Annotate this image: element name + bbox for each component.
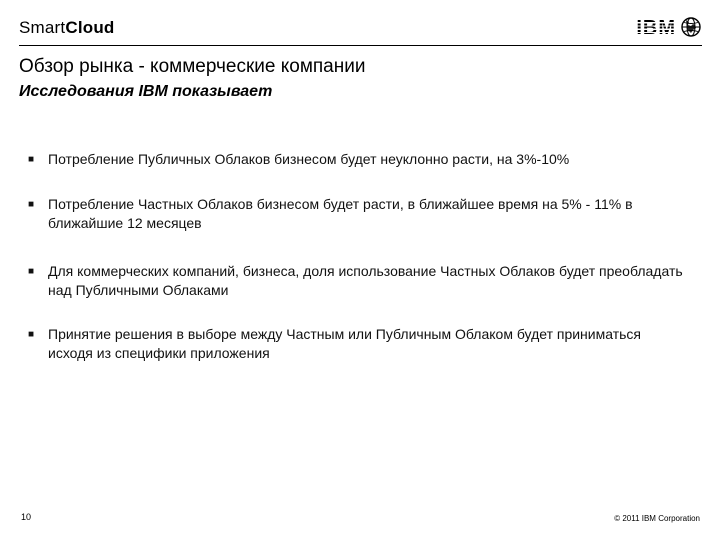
bullet-text: Для коммерческих компаний, бизнеса, доля использование Частных Облаков будет преобладать над Публичными Облаками: [48, 263, 683, 298]
page-number: 10: [21, 512, 32, 522]
bullet-item: [28, 150, 688, 169]
bullet-square-icon: ■: [28, 154, 35, 165]
bullet-item: [28, 262, 688, 300]
bullet-item: [28, 325, 688, 363]
bullet-square-icon: ■: [28, 199, 35, 210]
brand-cloud: Cloud: [65, 18, 115, 37]
slide-title: Обзор рынка - коммерческие компании: [19, 56, 366, 77]
bullet-square-icon: ■: [28, 329, 35, 340]
slide-subtitle: Исследования IBM показывает: [19, 83, 273, 100]
bullet-text: Принятие решения в выборе между Частным или Публичным Облаком будет приниматься исходя из специфики приложения: [48, 326, 641, 361]
smartcloud-brand: [19, 18, 115, 38]
bullet-text: Потребление Публичных Облаков бизнесом будет неуклонно расти, на 3%-10%: [48, 151, 570, 167]
ibm-logo: [636, 16, 702, 38]
bullet-item: [28, 195, 688, 233]
globe-icon: [680, 16, 702, 38]
copyright-notice: © 2011 IBM Corporation: [614, 514, 700, 523]
bullet-text: Потребление Частных Облаков бизнесом будет расти, в ближайшее время на 5% - 11% в ближайшие 12 месяцев: [48, 196, 633, 231]
header-divider: [19, 45, 702, 46]
brand-smart: Smart: [19, 18, 66, 37]
ibm-logo-text: IBM: [636, 16, 676, 39]
bullet-square-icon: ■: [28, 266, 35, 277]
